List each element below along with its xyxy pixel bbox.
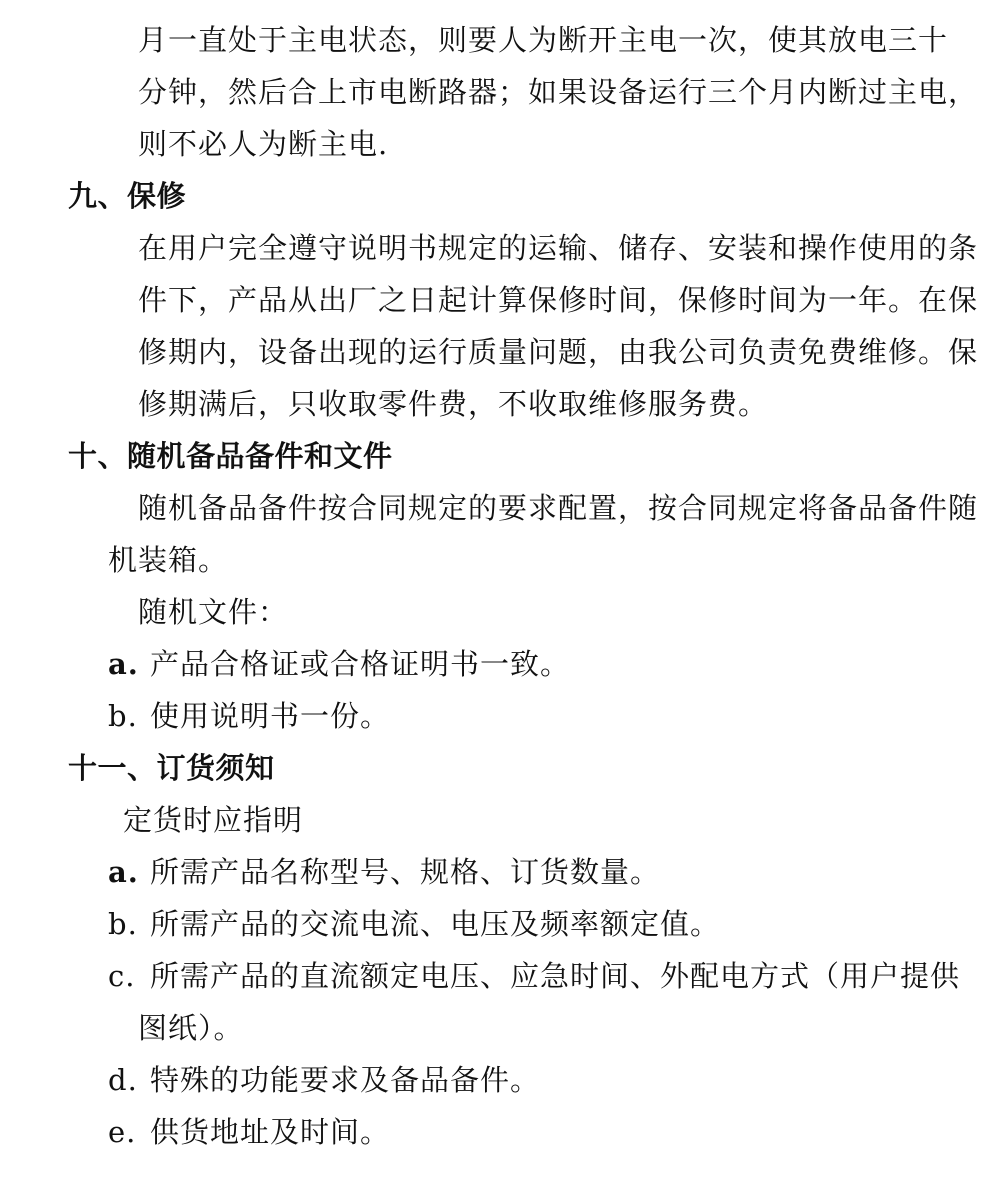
list-item-text: 特殊的功能要求及备品备件。 [150,1063,541,1097]
section-9-line-3: 修期内，设备出现的运行质量问题，由我公司负责免费维修。保 [138,335,979,369]
section-9-line-1: 在用户完全遵守说明书规定的运输、储存、安装和操作使用的条 [138,231,979,265]
section-11-item-a [108,852,660,892]
list-marker: b. [108,699,138,733]
section-9-heading: 九、保修 [68,179,187,213]
section-10-docs-label: 随机文件： [138,595,289,629]
section-11-item-c-continuation: 图纸）。 [138,1011,244,1045]
section-10-heading: 十、随机备品备件和文件 [68,439,393,473]
list-item-text: 产品合格证或合格证明书一致。 [150,647,571,681]
list-marker: c. [108,959,136,993]
intro-line-2: 分钟，然后合上市电断路器；如果设备运行三个月内断过主电， [138,75,979,109]
section-10-item-a [108,644,570,684]
list-marker: a. [108,855,139,889]
section-10-line-1: 随机备品备件按合同规定的要求配置，按合同规定将备品备件随 [138,491,979,525]
section-11-intro: 定货时应指明 [123,803,304,837]
list-item-text: 所需产品的交流电流、电压及频率额定值。 [150,907,721,941]
section-9-line-4: 修期满后，只收取零件费，不收取维修服务费。 [138,387,769,421]
intro-line-3: 则不必人为断主电. [138,127,389,161]
section-9-line-2: 件下，产品从出厂之日起计算保修时间，保修时间为一年。在保 [138,283,979,317]
section-11-item-b [108,904,720,944]
list-marker: a. [108,647,139,681]
list-item-text: 使用说明书一份。 [150,699,391,733]
list-item-text: 供货地址及时间。 [150,1115,391,1149]
section-10-line-2: 机装箱。 [108,543,229,577]
section-11-item-e [108,1112,390,1152]
section-11-item-d [108,1060,540,1100]
list-marker: d. [108,1063,138,1097]
section-11-item-c [108,956,960,996]
intro-line-1: 月一直处于主电状态，则要人为断开主电一次，使其放电三十 [138,23,949,57]
section-11-heading: 十一、订货须知 [68,751,275,785]
list-item-text: 所需产品名称型号、规格、订货数量。 [150,855,661,889]
list-marker: b. [108,907,138,941]
list-item-text: 所需产品的直流额定电压、应急时间、外配电方式（用户提供 [150,959,961,993]
list-marker: e. [108,1115,137,1149]
section-10-item-b [108,696,390,736]
